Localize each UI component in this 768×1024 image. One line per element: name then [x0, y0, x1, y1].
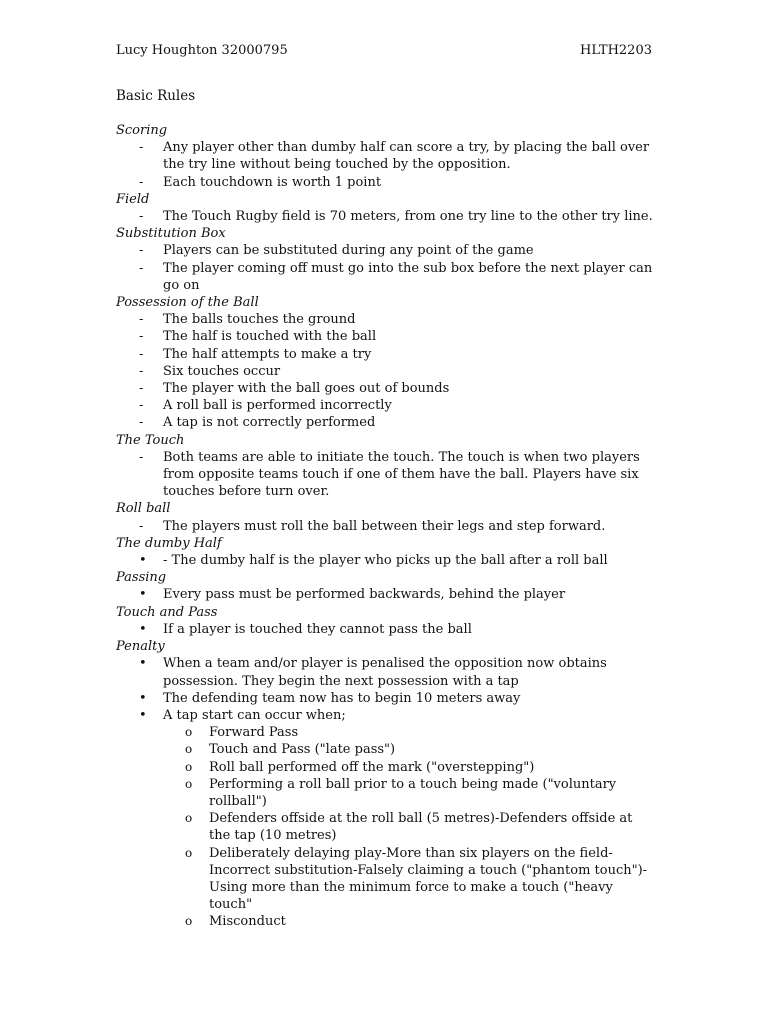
bullet-marker: •: [139, 553, 147, 569]
list-item: [116, 311, 656, 328]
sub-list-item-text: Deliberately delaying play-More than six players on the field-Incorrect substitution-Falsely claiming a touch ("phantom touch")-Using more than the minimum force to make a touch ("heavy touch": [209, 845, 648, 913]
list-item: [116, 397, 656, 414]
list-item-text: A roll ball is performed incorrectly: [163, 398, 392, 414]
bullet-marker: -: [139, 243, 144, 259]
list-item-text: Six touches occur: [163, 363, 281, 379]
list-item-text: The players must roll the ball between their legs and step forward.: [163, 518, 606, 534]
list-item: [116, 518, 656, 535]
list-item: [116, 346, 656, 363]
list-item: [116, 449, 656, 501]
list-item: [116, 586, 656, 603]
list-item-text: The player with the ball goes out of bounds: [163, 381, 450, 397]
sub-list-item: [116, 776, 656, 810]
circle-bullet-marker: o: [185, 759, 193, 774]
list-item-text: A tap is not correctly performed: [163, 415, 376, 431]
bullet-marker: -: [139, 415, 144, 431]
sub-list-item-text: Forward Pass: [209, 725, 299, 741]
circle-bullet-marker: o: [185, 811, 193, 826]
bullet-marker: •: [139, 587, 147, 603]
bullet-marker: •: [139, 707, 147, 723]
list-item: [116, 174, 656, 191]
list-item: [116, 690, 656, 707]
sub-list-item-text: Performing a roll ball prior to a touch being made ("voluntary rollball"): [209, 776, 617, 809]
bullet-marker: -: [139, 140, 144, 156]
section-heading: The dumby Half: [116, 535, 222, 551]
list-item: [116, 380, 656, 397]
bullet-marker: -: [139, 363, 144, 379]
list-item: [116, 655, 656, 689]
circle-bullet-marker: o: [185, 776, 193, 791]
bullet-marker: •: [139, 690, 147, 706]
list-item-text: Each touchdown is worth 1 point: [163, 174, 382, 190]
page-header: [116, 43, 652, 61]
list-item-text: Players can be substituted during any point of the game: [163, 243, 534, 259]
list-item-text: The balls touches the ground: [163, 312, 356, 328]
document-body: [116, 88, 656, 931]
sub-list-item: [116, 845, 656, 914]
sub-list-item: [116, 913, 656, 930]
rules-sections: [116, 122, 656, 931]
list-item: [116, 208, 656, 225]
list-item: [116, 139, 656, 173]
circle-bullet-marker: o: [185, 725, 193, 740]
bullet-marker: -: [139, 312, 144, 328]
list-item: [116, 363, 656, 380]
list-item-text: - The dumby half is the player who picks up the ball after a roll ball: [163, 553, 608, 569]
list-item: [116, 242, 656, 259]
sub-list-item: [116, 724, 656, 741]
sub-list-item-text: Defenders offside at the roll ball (5 metres)-Defenders offside at the tap (10 metres): [209, 811, 633, 844]
circle-bullet-marker: o: [185, 914, 193, 929]
list-item-text: Both teams are able to initiate the touch. The touch is when two players from opposite teams touch if one of them have the ball. Players have six touches before turn over.: [163, 449, 640, 500]
bullet-marker: -: [139, 329, 144, 345]
list-item-text: The defending team now has to begin 10 meters away: [163, 690, 521, 706]
list-item: [116, 414, 656, 431]
section-heading: Possession of the Ball: [116, 295, 259, 311]
list-item-text: The Touch Rugby field is 70 meters, from one try line to the other try line.: [163, 209, 653, 225]
list-item: [116, 621, 656, 638]
bullet-marker: •: [139, 656, 147, 672]
section-heading: Passing: [116, 570, 167, 586]
section-heading: Scoring: [116, 123, 168, 138]
section-heading: Substitution Box: [116, 226, 226, 242]
list-item-text: Every pass must be performed backwards, behind the player: [163, 587, 566, 603]
circle-bullet-marker: o: [185, 742, 193, 757]
section-heading: Field: [116, 191, 150, 207]
course-code: HLTH2203: [579, 43, 652, 58]
list-item-text: If a player is touched they cannot pass the ball: [163, 621, 472, 637]
author-line: Lucy Houghton 32000795: [116, 43, 288, 58]
sub-list-item: [116, 759, 656, 776]
list-item: [116, 552, 656, 569]
circle-bullet-marker: o: [185, 845, 193, 860]
list-item-text: The player coming off must go into the sub box before the next player can go on: [163, 260, 653, 293]
list-item-text: Any player other than dumby half can score a try, by placing the ball over the try line without being touched by the opposition.: [163, 140, 650, 173]
list-item-text: When a team and/or player is penalised the opposition now obtains possession. They begin the next possession with a tap: [163, 656, 607, 689]
list-item-text: The half attempts to make a try: [163, 346, 372, 362]
section-heading: The Touch: [116, 432, 185, 448]
section-heading: Roll ball: [116, 501, 171, 517]
sub-list-item-text: Roll ball performed off the mark ("overstepping"): [209, 759, 535, 775]
sub-list-item-text: Touch and Pass ("late pass"): [209, 742, 396, 758]
bullet-marker: -: [139, 209, 144, 225]
bullet-marker: •: [139, 621, 147, 637]
list-item-text: A tap start can occur when;: [163, 707, 346, 723]
list-item-text: The half is touched with the ball: [163, 329, 377, 345]
sub-list-item: [116, 741, 656, 758]
page-title: Basic Rules: [116, 88, 196, 104]
bullet-marker: -: [139, 260, 144, 276]
bullet-marker: -: [139, 518, 144, 534]
section-heading: Penalty: [116, 639, 165, 655]
bullet-marker: -: [139, 381, 144, 397]
list-item: [116, 260, 656, 294]
bullet-marker: -: [139, 346, 144, 362]
list-item: [116, 328, 656, 345]
sub-list-item-text: Misconduct: [209, 914, 286, 930]
bullet-marker: -: [139, 398, 144, 414]
list-item: [116, 707, 656, 724]
bullet-marker: -: [139, 174, 144, 190]
bullet-marker: -: [139, 449, 144, 465]
sub-list-item: [116, 810, 656, 844]
section-heading: Touch and Pass: [116, 604, 218, 620]
